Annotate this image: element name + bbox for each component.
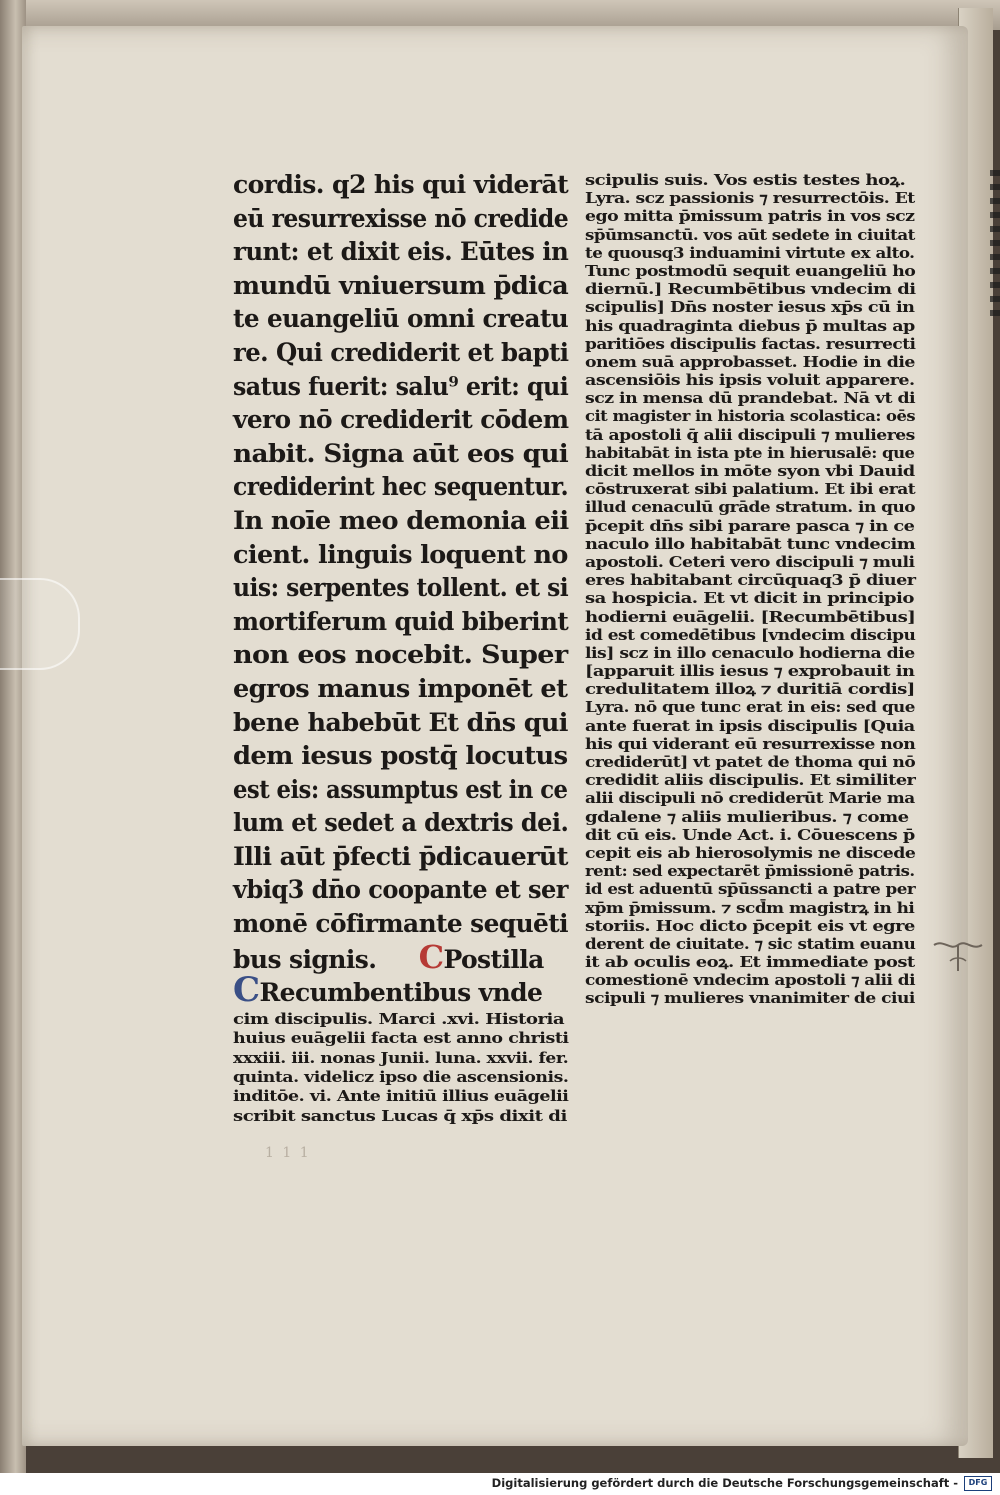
commentary-line: cepit eis ab hierosolymis ne discede (585, 844, 916, 862)
text-line: eū resurrexisse nō credide (233, 203, 569, 233)
commentary-line: huius euāgelii facta est anno christi (233, 1030, 569, 1048)
commentary-line: cōstruxerat sibi palatium. Et ibi erat (585, 481, 916, 499)
commentary-line: credidit aliis discipulis. Et similiter (585, 772, 916, 790)
commentary-line: Lyra. scz passionis ⁊ resurrectōis. Et (585, 190, 915, 208)
commentary-line: diernū.] Recumbētibus vndecim di (585, 281, 916, 299)
commentary-line: his qui viderant eū resurrexisse non (585, 735, 916, 753)
commentary-line: cit magister in historia scolastica: oēs (585, 408, 916, 426)
recumbentibus-text: Recumbentibus vnde (259, 978, 543, 1008)
commentary-line: comestionē vndecim apostoli ⁊ alii di (585, 972, 915, 990)
text-line: non eos nocebit. Super (233, 640, 568, 670)
gospel-text-block (233, 168, 568, 941)
footer-bar (0, 1473, 1000, 1495)
commentary-line: scribit sanctus Lucas q̄ xp̄s dixit di (233, 1107, 567, 1125)
postilla-heading (233, 937, 568, 976)
commentary-line: id est comedētibus [vndecim discipu (585, 626, 916, 644)
commentary-line: id est aduentū sp̄ūssancti a patre per (585, 881, 916, 899)
funding-credit: Digitalisierung gefördert durch die Deutsche Forschungsgemeinschaft - (491, 1476, 958, 1490)
text-line: monē cōfirmante sequēti (233, 909, 568, 939)
commentary-line: hodierni euāgelii. [Recumbētibus] (585, 608, 916, 626)
commentary-line: rent: sed expectarēt p̄missionē patris. (585, 863, 915, 881)
commentary-line: credulitatem illoꝝ ⁊ duritiā cordis] (585, 681, 915, 699)
commentary-line: Tunc postmodū sequit euangeliū ho (585, 262, 916, 280)
commentary-line: crediderūt] vt patet de thoma qui nō (585, 754, 916, 771)
text-line: mundū vniuersum p̄dica (233, 270, 569, 300)
commentary-line: ante fuerat in ipsis discipulis [Quia (585, 717, 915, 735)
commentary-line: ego mitta p̄missum patris in vos scz (585, 208, 915, 226)
text-line: te euangeliū omni creatu (233, 304, 569, 334)
postilla-red-initial: C (418, 937, 444, 976)
commentary-line: apostoli. Ceteri vero discipuli ⁊ muli (585, 553, 915, 571)
commentary-line: sa hospicia. Et vt dicit in principio (585, 590, 914, 608)
commentary-text-block (233, 1010, 568, 1126)
commentary-line: habitabāt in ista pte in hierusalē: que (585, 444, 915, 462)
right-text-column (585, 172, 915, 1009)
commentary-line: paritiōes discipulis factas. resurrecti (585, 335, 916, 353)
commentary-line: naculo illo habitabāt tunc vndecim (585, 535, 916, 553)
blue-initial: C (233, 970, 260, 1011)
text-line: crediderint hec sequentur. (233, 472, 569, 502)
commentary-line: lis] scz in illo cenaculo hodierna die (585, 644, 915, 662)
text-line: mortiferum quid biberint (233, 606, 569, 636)
text-line: satus fuerit: salu⁹ erit: qui (233, 371, 569, 401)
text-line: vero nō crediderit cōdem (233, 405, 569, 435)
commentary-line: sp̄ūmsanctū. vos aūt sedete in ciuitat (585, 226, 915, 244)
plastic-page-clip (0, 578, 80, 670)
text-line: egros manus imponēt et (233, 673, 568, 703)
commentary-line: Lyra. nō que tunc erat in eis: sed que (585, 699, 915, 717)
text-line: cient. linguis loquent no (233, 539, 568, 569)
text-line: re. Qui crediderit et bapti (233, 337, 569, 367)
text-line: runt: et dixit eis. Eūtes in (233, 237, 569, 267)
text-line: Illi aūt p̄fecti p̄dicauerūt (233, 841, 568, 871)
commentary-line: p̄cepit dn̄s sibi parare pasca ⁊ in ce (585, 517, 915, 535)
postilla-word: Postilla (443, 944, 544, 974)
commentary-line: eres habitabant circūquaq3 p̄ diuer (585, 572, 916, 590)
commentary-line: derent de ciuitate. ⁊ sic statim euanu (585, 935, 916, 953)
page-number-faint: 1 1 1 (265, 1145, 311, 1161)
commentary-line: onem suā approbasset. Hodie in die (585, 353, 915, 371)
text-line: dem iesus postq̄ locutus (233, 741, 568, 771)
text-line: nabit. Signa aūt eos qui (233, 438, 569, 468)
commentary-line: xp̄m p̄missum. ⁊ scd̄m magistrꝝ in hi (585, 899, 915, 917)
text-line: lum et sedet a dextris dei. (233, 808, 569, 838)
commentary-line: gdalene ⁊ aliis mulieribus. ⁊ come (585, 808, 909, 826)
commentary-line: scipulis suis. Vos estis testes hoꝝ. (585, 172, 906, 189)
commentary-line: alii discipuli nō crediderūt Marie ma (585, 790, 915, 808)
text-line: vbiq3 dn̄o coopante et ser (233, 875, 568, 905)
commentary-line: tā apostoli q̄ alii discipuli ⁊ mulieres (585, 426, 915, 444)
commentary-line: storiis. Hoc dicto p̄cepit eis vt egre (585, 917, 915, 935)
commentary-line: dicit mellos in mōte syon vbi Dauid (585, 463, 915, 480)
commentary-line: dit cū eis. Unde Act. i. Cōuescens p̄ (585, 826, 915, 844)
commentary-line: quinta. videlicz ipso die ascensionis. (233, 1069, 569, 1087)
commentary-line: inditōe. vi. Ante initiū illius euāgelii (233, 1088, 569, 1106)
commentary-line: scz in mensa dū prandebat. Nā vt di (585, 390, 916, 408)
commentary-line: [apparuit illis iesus ⁊ exprobauit in (585, 663, 915, 681)
left-text-column (233, 168, 568, 1126)
text-line: uis: serpentes tollent. et si (233, 573, 569, 603)
commentary-line: cim discipulis. Marci .xvi. Historia (233, 1010, 565, 1028)
commentary-line: xxxiii. iii. nonas Junii. luna. xxvii. fer. (233, 1049, 569, 1067)
postilla-end-line: bus signis. (233, 944, 377, 974)
dfg-logo: DFG (964, 1476, 992, 1491)
text-line: bene habebūt Et dn̄s qui (233, 707, 568, 737)
commentary-line: te quousq3 induamini virtute ex alto. (585, 244, 915, 262)
commentary-line: it ab oculis eoꝝ. Et immediate post (585, 954, 915, 972)
text-line: cordis. q2 his qui viderāt (233, 170, 569, 199)
recumbentibus-heading (233, 970, 568, 1011)
commentary-line: scipulis] Dn̄s noster iesus xp̄s cū in (585, 299, 915, 317)
commentary-line: illud cenaculū grāde stratum. in quo (585, 499, 916, 517)
commentary-line: ascensiōis his ipsis voluit apparere. (585, 372, 915, 390)
commentary-line: scipuli ⁊ mulieres vnanimiter de ciui (585, 990, 915, 1008)
text-line: In noīe meo demonia eii (233, 505, 569, 535)
text-line: est eis: assumptus est in ce (233, 774, 568, 804)
commentary-line: his quadraginta diebus p̄ multas ap (585, 317, 915, 335)
